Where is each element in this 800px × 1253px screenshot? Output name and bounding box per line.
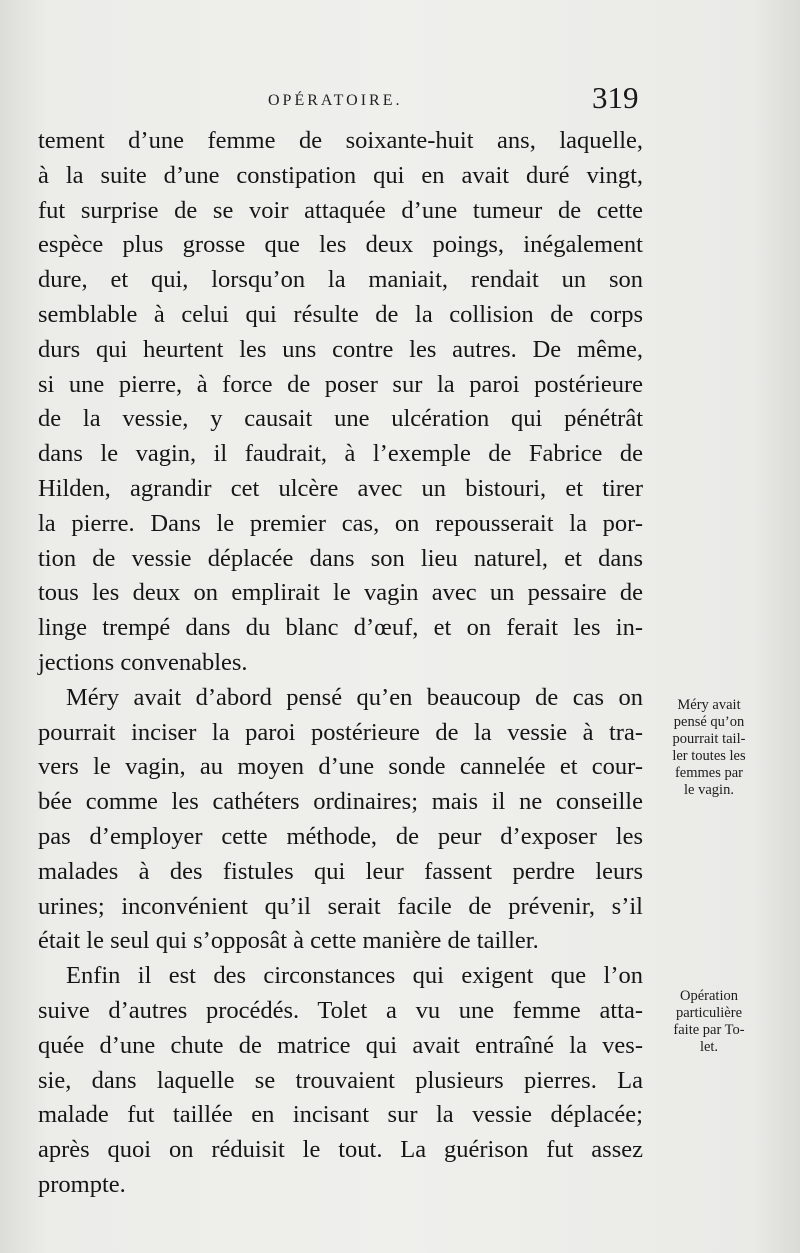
text-line: linge trempé dans du blanc d’œuf, et on ferait les in-: [38, 614, 643, 642]
text-line: quée d’une chute de matrice qui avait entraîné la ves-: [38, 1031, 643, 1059]
text-line: malade fut taillée en incisant sur la vessie déplacée;: [38, 1101, 643, 1129]
margin-note-line: femmes par: [674, 765, 744, 781]
text-line: Hilden, agrandir cet ulcère avec un bistouri, et tirer: [38, 474, 643, 502]
paragraph: [38, 124, 643, 681]
text-line: suive d’autres procédés. Tolet a vu une femme atta-: [38, 996, 643, 1024]
text-line: espèce plus grosse que les deux poings, inégalement: [38, 231, 643, 259]
margin-note-line: pensé qu’on: [673, 714, 745, 730]
margin-note-line: Méry avait: [677, 697, 741, 713]
page-number: 319: [592, 80, 639, 115]
margin-note-line: ler toutes les: [672, 748, 746, 764]
text-line: si une pierre, à force de poser sur la paroi postérieure: [38, 370, 643, 398]
text-line: après quoi on réduisit le tout. La guérison fut assez: [38, 1136, 643, 1164]
text-line: Enfin il est des circonstances qui exigent que l’on: [66, 962, 643, 990]
margin-note-line: le vagin.: [684, 782, 734, 798]
margin-note-line: faite par To-: [673, 1022, 745, 1038]
paragraph: [38, 681, 643, 959]
text-line: vers le vagin, au moyen d’une sonde cannelée et cour-: [38, 753, 643, 781]
text-line: de la vessie, y causait une ulcération qui pénétrât: [38, 405, 643, 433]
text-line: jections convenables.: [38, 648, 248, 676]
text-line: à la suite d’une constipation qui en avait duré vingt,: [38, 161, 643, 189]
text-line: urines; inconvénient qu’il serait facile de prévenir, s’il: [38, 892, 643, 920]
margin-note-line: pourrait tail-: [672, 731, 746, 747]
text-line: Méry avait d’abord pensé qu’en beaucoup de cas on: [66, 683, 643, 711]
margin-note: [654, 988, 764, 1056]
text-line: prompte.: [38, 1170, 126, 1198]
text-line: dure, et qui, lorsqu’on la maniait, rendait un son: [38, 266, 643, 294]
text-line: malades à des fistules qui leur fassent perdre leurs: [38, 857, 643, 885]
text-line: bée comme les cathéters ordinaires; mais il ne conseille: [38, 788, 643, 816]
text-line: dans le vagin, il faudrait, à l’exemple de Fabrice de: [38, 440, 643, 468]
text-line: pas d’employer cette méthode, de peur d’exposer les: [38, 822, 643, 850]
text-line: sie, dans laquelle se trouvaient plusieurs pierres. La: [38, 1066, 643, 1094]
body-text: [38, 124, 643, 1203]
margin-note-line: Opération: [680, 988, 738, 1004]
margin-note: [654, 697, 764, 799]
text-line: tion de vessie déplacée dans son lieu naturel, et dans: [38, 544, 643, 572]
text-line: était le seul qui s’opposât à cette manière de tailler.: [38, 927, 539, 955]
text-line: tement d’une femme de soixante-huit ans, laquelle,: [38, 127, 643, 154]
margin-note-line: let.: [699, 1039, 719, 1055]
text-line: la pierre. Dans le premier cas, on repousserait la por-: [38, 509, 643, 537]
text-line: pourrait inciser la paroi postérieure de la vessie à tra-: [38, 718, 643, 746]
running-title: OPÉRATOIRE.: [268, 92, 403, 109]
text-line: fut surprise de se voir attaquée d’une tumeur de cette: [38, 196, 643, 224]
paragraph: [38, 959, 643, 1203]
text-line: tous les deux on emplirait le vagin avec un pessaire de: [38, 579, 643, 607]
text-line: semblable à celui qui résulte de la collision de corps: [38, 300, 643, 328]
margin-note-line: particulière: [675, 1005, 742, 1021]
text-line: durs qui heurtent les uns contre les autres. De même,: [38, 335, 643, 363]
